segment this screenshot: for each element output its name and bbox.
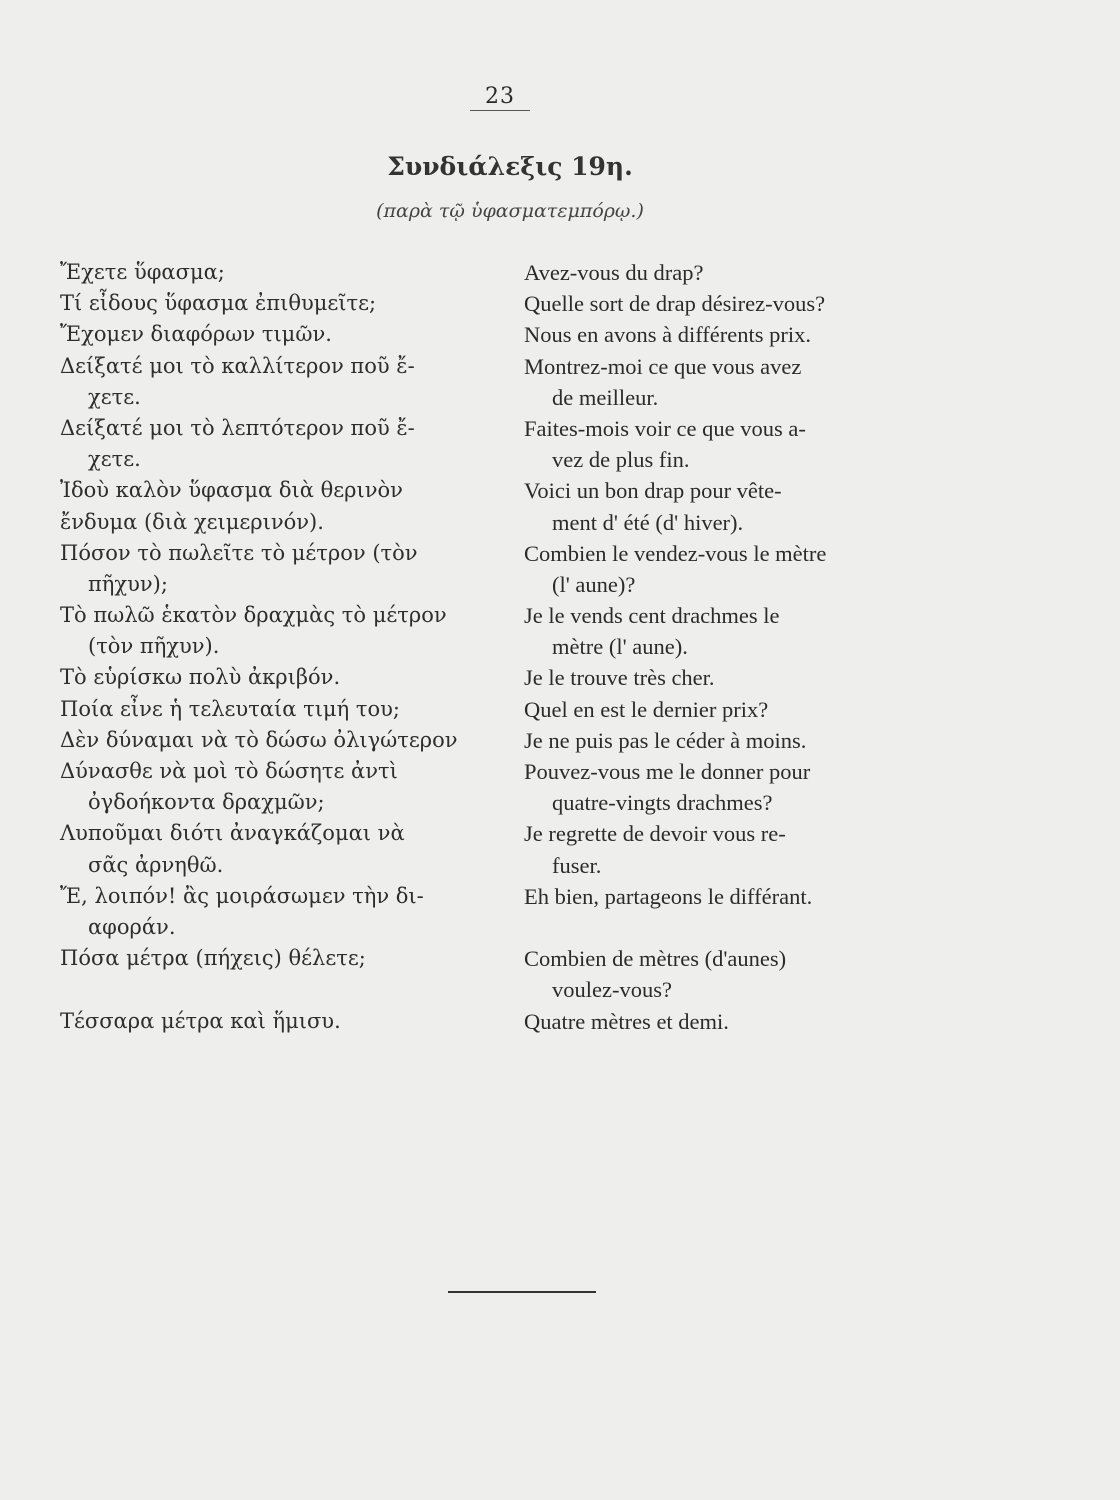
french-line: Eh bien, partageons le différant. [524,883,813,909]
greek-line: Τί εἶδους ὕφασμα ἐπιθυμεῖτε; [60,291,377,316]
greek-line: Ἔχετε ὕφασμα; [60,260,225,284]
french-line: Faites-mois voir ce que vous a- [524,415,806,441]
greek-column [60,257,490,1037]
greek-line: Δύνασθε νὰ μοὶ τὸ δώσητε ἀντὶ [60,759,398,783]
french-line: Pouvez-vous me le donner pour [524,759,811,784]
french-line: mètre (l' aune). [552,634,688,660]
french-line: de meilleur. [552,384,659,410]
french-line: fuser. [552,852,602,878]
french-line: vez de plus fin. [552,447,690,473]
greek-line: σᾶς ἀρνηθῶ. [88,852,224,877]
french-line: (l' aune)? [552,571,636,597]
french-line: Je regrette de devoir vous re- [524,821,786,847]
greek-line: Τὸ πωλῶ ἑκατὸν δραχμὰς τὸ μέτρον [60,603,447,628]
greek-line: Τὸ εὑρίσκω πολὺ ἀκριβόν. [60,665,341,690]
greek-line: Πόσα μέτρα (πήχεις) θέλετε; [60,946,366,971]
greek-line: Δὲν δύναμαι νὰ τὸ δώσω ὀλιγώτερον [60,727,458,752]
greek-line: Δείξατέ μοι τὸ λεπτότερον ποῦ ἔ- [60,415,415,440]
french-column [524,257,994,1037]
greek-line [60,974,490,1005]
page-number: 23 [470,84,530,111]
greek-line: πῆχυν); [88,571,168,596]
closing-rule [448,1291,596,1293]
greek-line: χετε. [88,447,141,472]
french-line: Je ne puis pas le céder à moins. [524,727,807,753]
greek-line: αφοράν. [88,914,176,939]
greek-line: χετε. [88,384,141,409]
greek-line: Ἔχομεν διαφόρων τιμῶν. [60,322,332,347]
dialogue-title: Συνδιάλεξις 19η. [387,152,633,181]
french-line: voulez-vous? [552,977,672,1003]
french-line: Je le vends cent drachmes le [524,603,780,629]
french-line: Nous en avons à différents prix. [524,322,812,348]
french-line: Quelle sort de drap désirez-vous? [524,291,826,317]
french-line: quatre-vingts drachmes? [552,790,773,816]
greek-line: ὀγδοήκοντα δραχμῶν; [88,790,325,815]
greek-line: Τέσσαρα μέτρα καὶ ἥμισυ. [60,1008,341,1033]
french-line: Combien le vendez-vous le mètre [524,540,827,566]
french-line: Voici un bon drap pour vête- [524,478,782,504]
french-line: Je le trouve très cher. [524,665,715,691]
greek-line: (τὸν πῆχυν). [88,634,220,659]
greek-line: Ποία εἶνε ἡ τελευταία τιμή του; [60,696,400,721]
greek-line: Δείξατέ μοι τὸ καλλίτερον ποῦ ἔ- [60,353,415,378]
greek-line: Ἔ, λοιπόν! ἂς μοιράσωμεν τὴν δι- [60,883,424,908]
french-line: ment d' été (d' hiver). [552,509,744,535]
dialogue-subtitle: (παρὰ τῷ ὑφασματεμπόρῳ.) [376,200,644,222]
french-line: Combien de mètres (d'aunes) [524,946,787,972]
french-line: Quel en est le dernier prix? [524,696,769,722]
french-line [524,912,994,943]
french-line: Montrez-moi ce que vous avez [524,353,802,379]
greek-line: Ἰδοὺ καλὸν ὕφασμα διὰ θερινὸν [60,478,403,503]
greek-line: ἔνδυμα (διὰ χειμερινόν). [60,509,324,534]
french-line: Quatre mètres et demi. [524,1008,729,1034]
french-line: Avez-vous du drap? [524,260,704,285]
greek-line: Λυποῦμαι διότι ἀναγκάζομαι νὰ [60,821,405,846]
greek-line: Πόσον τὸ πωλεῖτε τὸ μέτρον (τὸν [60,540,418,565]
